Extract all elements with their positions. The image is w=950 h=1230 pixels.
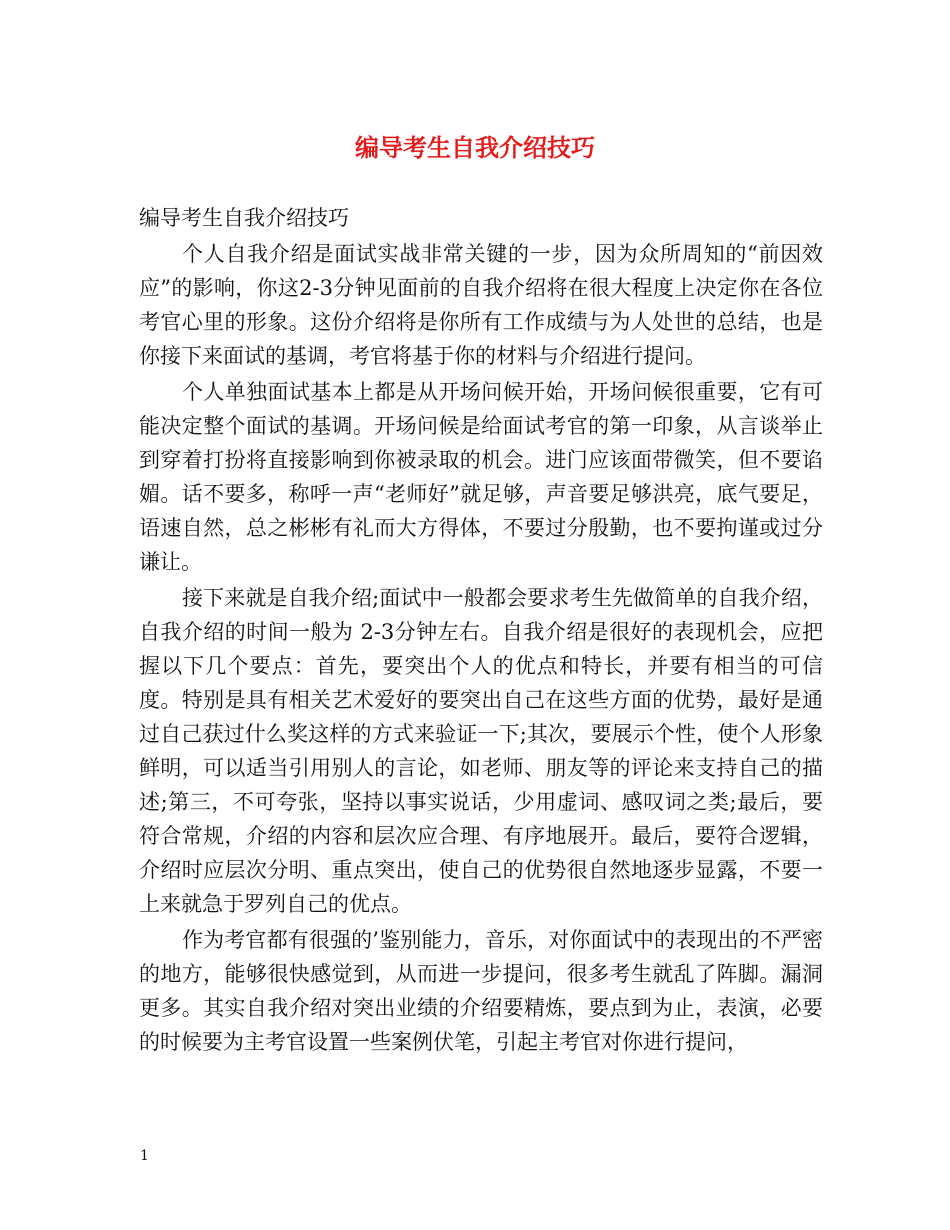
page-number: 1 [140,1148,149,1164]
document-subtitle: 编导考生自我介绍技巧 [139,206,349,230]
document-body [139,201,823,1061]
paragraph-3: 接下来就是自我介绍;面试中一般都会要求考生先做简单的自我介绍，自我介绍的时间一般为 2-3分钟左右。自我介绍是很好的表现机会，应把握以下几个要点：首先，要突出个人的优点和特长，并要有相当的可信度。特别是具有相关艺术爱好的要突出自己在这些方面的优势，最好是通过自己获过什么奖这样的方式来验证一下;其次，要展示个性，使个人形象鲜明，可以适当引用别人的言论，如老师、朋友等的评论来支持自己的描述;第三，不可夸张，坚持以事实说话，少用虚词、感叹词之类;最后，要符合常规，介绍的内容和层次应合理、有序地展开。最后，要符合逻辑，介绍时应层次分明、重点突出，使自己的优势很自然地逐步显露，不要一上来就急于罗列自己的优点。 [139,586,823,916]
paragraph-4: 作为考官都有很强的’鉴别能力，音乐，对你面试中的表现出的不严密的地方，能够很快感觉到，从而进一步提问，很多考生就乱了阵脚。漏洞更多。其实自我介绍对突出业绩的介绍要精炼，要点到为止，表演，必要的时候要为主考官设置一些案例伏笔，引起主考官对你进行提问， [139,928,823,1054]
paragraph-1: 个人自我介绍是面试实战非常关键的一步，因为众所周知的“前因效应”的影响，你这2-3分钟见面前的自我介绍将在很大程度上决定你在各位考官心里的形象。这份介绍将是你所有工作成绩与为人处世的总结，也是你接下来面试的基调，考官将基于你的材料与介绍进行提问。 [139,242,823,368]
document-title: 编导考生自我介绍技巧 [355,133,595,162]
paragraph-2: 个人单独面试基本上都是从开场问候开始，开场问候很重要，它有可能决定整个面试的基调。开场问候是给面试考官的第一印象，从言谈举止到穿着打扮将直接影响到你被录取的机会。进门应该面带微笑，但不要谄媚。话不要多，称呼一声“老师好”就足够，声音要足够洪亮，底气要足，语速自然，总之彬彬有礼而大方得体，不要过分殷勤，也不要拘谨或过分谦让。 [139,380,823,574]
